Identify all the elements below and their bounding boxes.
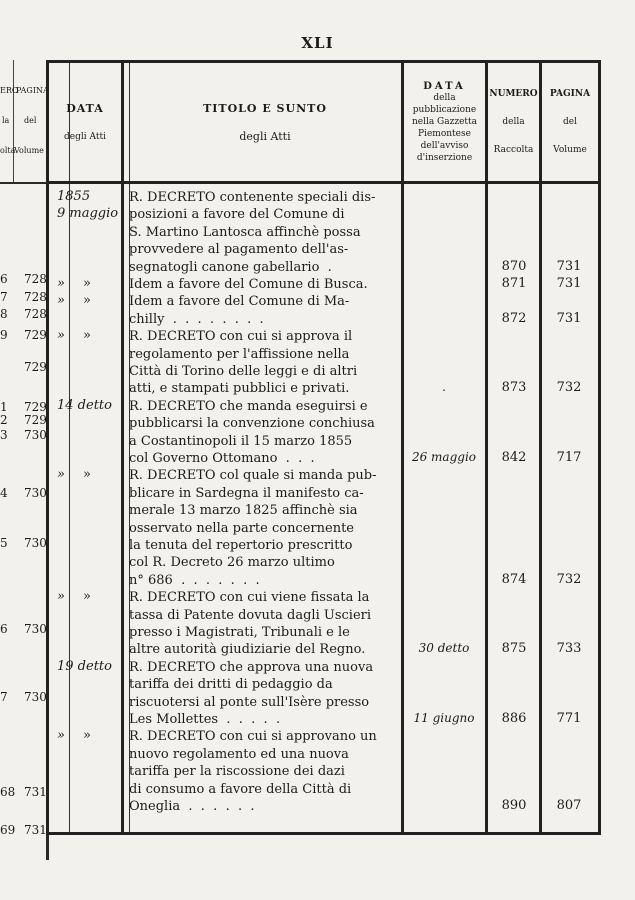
date-cell: » (57, 328, 65, 344)
number-cell: 871 (501, 276, 527, 291)
title-cell: col Governo Ottomano . . . (129, 451, 315, 466)
table-row (49, 415, 598, 432)
number-cell: 873 (501, 380, 527, 396)
title-cell: atti, e stampati pubblici e privati. (129, 381, 350, 397)
table-row (49, 398, 598, 415)
prev-number: 7 (0, 690, 8, 704)
header-date-sub: degli Atti (64, 131, 106, 142)
title-cell: altre autorità giudiziarie del Regno. (129, 642, 366, 658)
number-cell: 874 (501, 571, 527, 587)
title-cell: Oneglia . . . . . . (129, 799, 255, 814)
page-cell: 732 (556, 380, 582, 396)
previous-page-column-strip (0, 60, 49, 860)
prev-number: 69 (0, 823, 16, 837)
header-date (49, 63, 121, 181)
gazette-date-cell: 30 detto (418, 641, 470, 656)
page-cell: 717 (556, 450, 582, 465)
gazette-date-cell: 11 giugno (413, 711, 475, 725)
title-cell: Idem a favore del Comune di Busca. (129, 277, 368, 292)
header-title (129, 63, 401, 181)
index-table (46, 60, 601, 835)
table-row (49, 624, 598, 641)
title-cell: provvedere al pagamento dell'as- (129, 242, 349, 258)
title-cell: merale 13 marzo 1825 affinchè sia (129, 503, 358, 519)
number-cell: 872 (501, 310, 527, 326)
title-cell: S. Martino Lantosca affinchè possa (129, 224, 361, 240)
prev-page-value: 728 (24, 307, 47, 321)
header-title-sub: degli Atti (239, 129, 291, 143)
table-row (49, 467, 598, 484)
prev-header-fragment: olta (0, 146, 16, 155)
prev-page-value: 730 (24, 690, 47, 704)
page-cell: 732 (556, 571, 582, 587)
title-cell: riscuotersi al ponte sull'Isère presso (129, 694, 370, 710)
table-row (49, 311, 598, 328)
table-row (49, 380, 598, 397)
table-row (49, 259, 598, 276)
date-cell: » (57, 276, 65, 291)
table-row (49, 798, 598, 815)
table-row (49, 363, 598, 380)
number-cell: 870 (501, 258, 527, 274)
title-cell: R. DECRETO con cui si approvano un (129, 729, 377, 745)
header-number-line: della (502, 117, 525, 127)
title-cell: n° 686 . . . . . . . (129, 572, 260, 588)
date-cell: 14 detto (57, 397, 112, 413)
prev-page-value: 729 (24, 360, 47, 374)
title-cell: R. DECRETO che approva una nuova (129, 659, 374, 675)
table-row (49, 502, 598, 519)
header-gazette-line: della (433, 92, 456, 103)
prev-header-fragment: ERO (0, 86, 19, 95)
table-row (49, 537, 598, 554)
header-gazette-line: nella Gazzetta (411, 116, 478, 127)
date-cell: » (57, 293, 65, 309)
date-cell: 9 maggio (57, 206, 119, 222)
title-cell: R. DECRETO con cui viene fissata la (129, 590, 370, 606)
title-cell: R. DECRETO col quale si manda pub- (129, 468, 377, 484)
prev-header-fragment: del (24, 116, 37, 125)
table-row (49, 589, 598, 606)
header-gazette-line: DATA (423, 80, 466, 92)
header-gazette-line: dell'avviso (420, 140, 469, 151)
table-row (49, 189, 598, 206)
table-row (49, 607, 598, 624)
prev-page-value: 729 (24, 328, 47, 342)
date-mark-cell: » (83, 467, 91, 483)
prev-number: 5 (0, 536, 8, 550)
number-cell: 842 (501, 450, 527, 465)
table-row (49, 711, 598, 728)
number-cell: 886 (501, 711, 527, 726)
prev-number: 2 (0, 413, 8, 427)
table-row (49, 641, 598, 658)
page-cell: 731 (556, 310, 582, 326)
header-number-line: Raccolta (493, 145, 534, 155)
table-row (49, 224, 598, 241)
page-cell: 807 (556, 798, 582, 813)
date-mark-cell: » (83, 293, 91, 309)
title-cell: regolamento per l'affissione nella (129, 346, 350, 362)
prev-page-value: 728 (24, 272, 47, 286)
header-title-label: TITOLO E SUNTO (203, 101, 327, 115)
date-mark-cell: » (83, 589, 91, 605)
title-cell: tassa di Patente dovuta dagli Uscieri (129, 607, 372, 623)
header-gazette-line: pubblicazione (412, 104, 477, 115)
header-rule (49, 181, 598, 184)
table-row (49, 241, 598, 258)
title-cell: R. DECRETO contenente speciali dis- (129, 190, 376, 205)
page-cell: 771 (556, 711, 582, 726)
prev-page-value: 729 (24, 400, 47, 414)
title-cell: nuovo regolamento ed una nuova (129, 746, 349, 762)
title-cell: posizioni a favore del Comune di (129, 207, 345, 223)
title-cell: R. DECRETO con cui si approva il (129, 329, 353, 345)
prev-number: 6 (0, 622, 8, 636)
number-cell: 890 (501, 798, 527, 813)
title-cell: R. DECRETO che manda eseguirsi e (129, 398, 368, 414)
table-row (49, 276, 598, 293)
title-cell: tariffa dei dritti di pedaggio da (129, 677, 333, 693)
gazette-date-cell: . (442, 380, 446, 395)
title-cell: tariffa per la riscossione dei dazi (129, 764, 345, 780)
table-row (49, 485, 598, 502)
prev-number: 4 (0, 486, 8, 500)
prev-page-value: 730 (24, 536, 47, 550)
page-number: XLI (301, 34, 334, 52)
title-cell: presso i Magistrati, Tribunali e le (129, 625, 350, 640)
header-page (542, 63, 598, 181)
title-cell: blicare in Sardegna il manifesto ca- (129, 485, 364, 501)
number-cell: 875 (501, 641, 527, 657)
table-row (49, 328, 598, 345)
prev-page-value: 730 (24, 622, 47, 636)
date-mark-cell: » (83, 728, 91, 744)
prev-number: 68 (0, 785, 16, 799)
table-row (49, 293, 598, 310)
header-gazette (404, 63, 485, 181)
table-row (49, 433, 598, 450)
table-row (49, 659, 598, 676)
date-cell: » (57, 589, 65, 605)
title-cell: la tenuta del repertorio prescritto (129, 538, 353, 553)
table-row (49, 728, 598, 745)
header-page-line: PAGINA (549, 89, 591, 99)
header-page-line: del (563, 117, 577, 127)
date-mark-cell: » (83, 276, 91, 291)
title-cell: pubblicarsi la convenzione conchiusa (129, 416, 375, 432)
date-cell: 19 detto (57, 658, 112, 674)
header-date-label: DATA (66, 101, 104, 115)
table-row (49, 206, 598, 223)
page-cell: 731 (556, 276, 582, 291)
prev-page-value: 730 (24, 428, 47, 442)
title-cell: di consumo a favore della Città di (129, 781, 352, 797)
previous-page-header (0, 60, 49, 184)
prev-header-fragment: Volume (14, 146, 44, 155)
title-cell: osservato nella parte concernente (129, 520, 354, 536)
table-row (49, 450, 598, 467)
title-cell: chilly . . . . . . . . (129, 311, 264, 327)
prev-page-value: 731 (24, 785, 47, 799)
table-row (49, 676, 598, 693)
prev-number: 1 (0, 400, 8, 414)
table-row (49, 520, 598, 537)
title-cell: Idem a favore del Comune di Ma- (129, 294, 350, 310)
gazette-date-cell: 26 maggio (411, 450, 477, 464)
header-page-line: Volume (553, 145, 587, 155)
prev-page-value: 729 (24, 413, 47, 427)
table-row (49, 572, 598, 589)
date-mark-cell: » (83, 328, 91, 344)
title-cell: segnatogli canone gabellario . (129, 259, 332, 275)
prev-number: 3 (0, 428, 8, 442)
date-cell: » (57, 467, 65, 483)
title-cell: col R. Decreto 26 marzo ultimo (129, 555, 335, 571)
title-cell: Les Mollettes . . . . . (129, 712, 281, 727)
title-cell: a Costantinopoli il 15 marzo 1855 (129, 433, 353, 449)
prev-number: 6 (0, 272, 8, 286)
prev-header-fragment: PAGINA (16, 86, 49, 95)
page-cell: 731 (556, 258, 582, 274)
table-row (49, 346, 598, 363)
table-row (49, 746, 598, 763)
header-gazette-line: d'inserzione (416, 152, 473, 163)
prev-page-value: 731 (24, 823, 47, 837)
title-cell: Città di Torino delle leggi e di altri (129, 364, 358, 379)
header-gazette-line: Piemontese (418, 128, 471, 139)
table-row (49, 781, 598, 798)
header-number-line: NUMERO (489, 89, 538, 99)
table-row (49, 694, 598, 711)
prev-page-value: 728 (24, 290, 47, 304)
prev-number: 7 (0, 290, 8, 304)
header-number (488, 63, 539, 181)
page-cell: 733 (556, 641, 582, 657)
prev-number: 8 (0, 307, 8, 321)
table-row (49, 763, 598, 780)
prev-page-value: 730 (24, 486, 47, 500)
prev-number: 9 (0, 328, 8, 342)
prev-header-fragment: la (2, 116, 10, 125)
date-cell: 1855 (57, 189, 91, 204)
date-cell: » (57, 728, 65, 744)
table-row (49, 554, 598, 571)
